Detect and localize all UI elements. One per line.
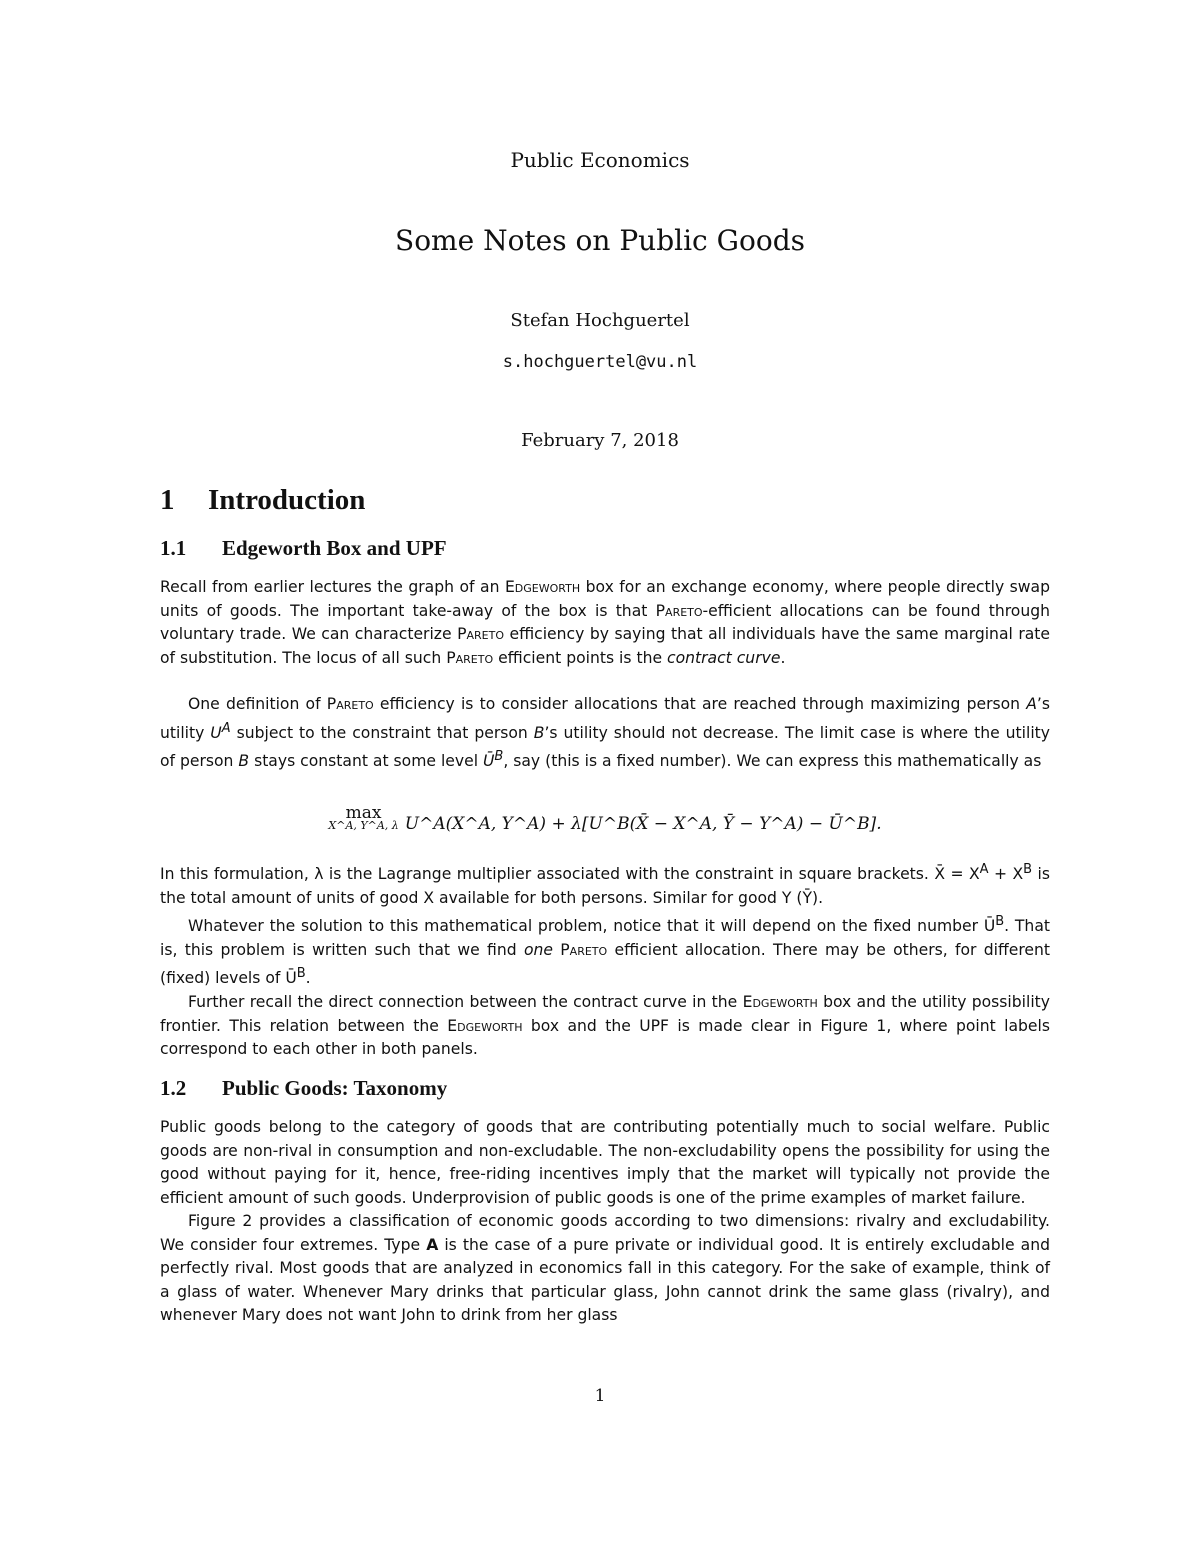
paragraph-upf-connection: Further recall the direct connection between the contract curve in the Edgeworth box and the utility possibility frontier. This relation between the Edgeworth box and the UPF is made clear in Figure 1, where point labels correspond to each other in both panels. (160, 993, 1050, 1059)
section-number: 1 (160, 484, 175, 516)
subsection-number: 1.1 (160, 536, 187, 560)
subsection-number: 1.2 (160, 1076, 187, 1100)
lagrangian-equation (160, 803, 1050, 834)
equation-max-subscript: X^A, Y^A, λ (328, 819, 399, 832)
author-email: s.hochguertel@vu.nl (502, 352, 698, 372)
subsection-title: Public Goods: Taxonomy (222, 1076, 448, 1100)
course-name: Public Economics (510, 148, 690, 172)
subsection-title: Edgeworth Box and UPF (222, 536, 447, 560)
section-title: Introduction (208, 484, 366, 516)
paragraph-text: Recall from earlier lectures the graph of an Edgeworth box for an exchange economy, where people directly swap units of goods. The important take-away of the box is that Pareto-efficient allocations can be found through voluntary trade. We can characterize Pareto efficiency by saying that all individuals have the same marginal rate of substitution. The locus of all such Pareto efficient points is the contract curve. (160, 578, 1050, 667)
paragraph-text: One definition of Pareto efficiency is to consider allocations that are reached through maximizing person A’s utility $U^A$ subject to the constraint that person B’s utility should not decrease. The limit case is where the utility of person B stays constant at some level $Ū^B$, say (this is a fixed number). We can express this mathematically as (160, 695, 1050, 771)
paper-title: Some Notes on Public Goods (395, 224, 805, 257)
paper-date: February 7, 2018 (521, 430, 679, 451)
paragraph-edgeworth-box (160, 576, 1050, 670)
page-number: 1 (594, 1386, 606, 1406)
section-heading-introduction (160, 484, 365, 517)
subsection-heading-edgeworth (160, 536, 447, 561)
equation-expression: U^A(X^A, Y^A) + λ[U^B(X̄ − X^A, Ȳ − Y^A) − Ū^B]. (404, 814, 882, 834)
paragraph-public-goods: Public goods belong to the category of goods that are contributing potentially much to social welfare. Public goods are non-rival in consumption and non-excludable. The non-excludability opens the possibility for using the good without paying for it, hence, free-riding incentives imply that the market will typically not provide the efficient amount of such goods. Underprovision of public goods is one of the prime examples of market failure. (160, 1118, 1050, 1207)
taxonomy-paragraphs (160, 1116, 1050, 1328)
author-name: Stefan Hochguertel (510, 310, 690, 331)
paragraph-classification: Figure 2 provides a classification of economic goods according to two dimensions: rivalry and excludability. We consider four extremes. Type A is the case of a pure private or individual good. It is entirely excludable and perfectly rival. Most goods that are analyzed in economics fall in this category. For the sake of example, think of a glass of water. Whenever Mary drinks that particular glass, John cannot drink the same glass (rivalry), and whenever Mary does not want John to drink from her glass (160, 1212, 1050, 1324)
paragraph-pareto-definition (160, 693, 1050, 774)
subsection-heading-taxonomy (160, 1076, 447, 1101)
paragraph-solution: Whatever the solution to this mathematical problem, notice that it will depend on the fixed number $Ū^B$. That is, this problem is written such that we find one Pareto efficient allocation. There may be others, for different (fixed) levels of $Ū^B$. (160, 914, 1050, 988)
equation-max-operator: max X^A, Y^A, λ (328, 803, 399, 832)
paragraph-lagrange: In this formulation, λ is the Lagrange multiplier associated with the constraint in square brackets. X̄ = $X^A + X^B$ is the total amount of units of good X available for both persons. Similar for good Y (Ȳ). (160, 862, 1050, 907)
paragraphs-after-equation (160, 858, 1050, 1062)
